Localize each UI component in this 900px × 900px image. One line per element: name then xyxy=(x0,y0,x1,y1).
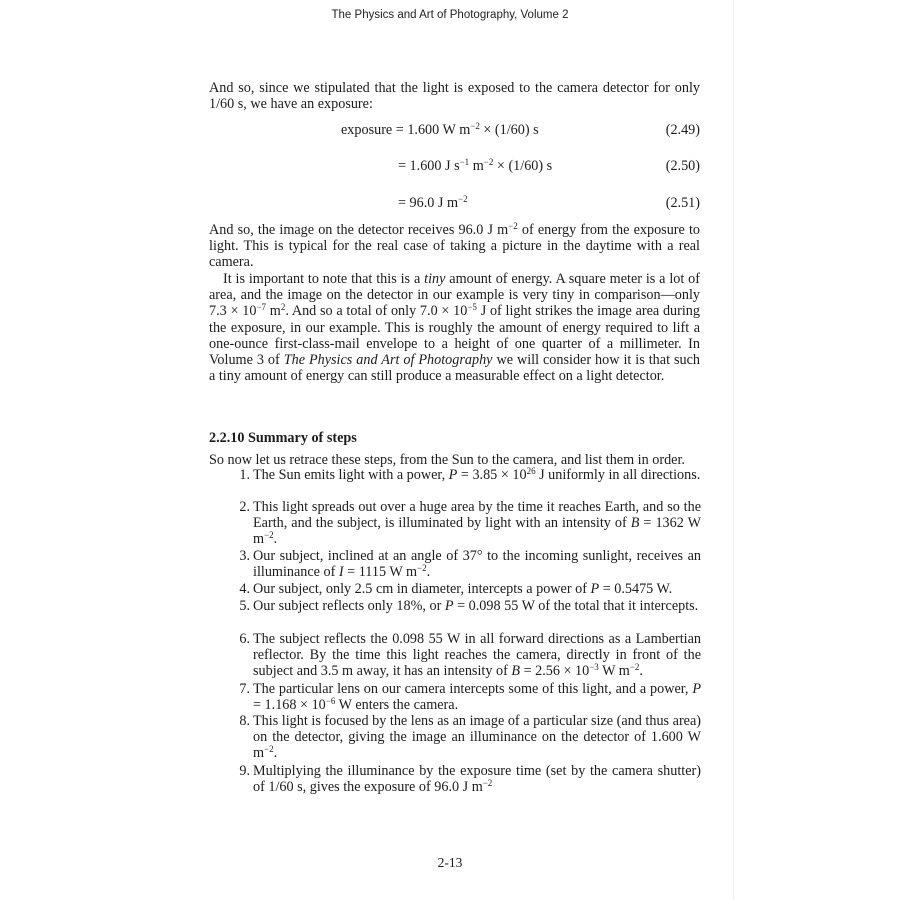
equation-lhs: exposure xyxy=(341,122,393,138)
list-item-number: 7. xyxy=(239,681,250,697)
section-heading: 2.2.10 Summary of steps xyxy=(209,430,357,446)
equation-2-49 xyxy=(341,122,539,139)
section-intro: So now let us retrace these steps, from the Sun to the camera, and list them in order. xyxy=(209,452,685,468)
list-item-number: 6. xyxy=(239,631,250,647)
list-item-text: The Sun emits light with a power, $P = 3.85 \times 10^{26}$ J uniformly in all directions. xyxy=(253,466,701,483)
paragraph-2: And so, the image on the detector receives 96.0 J $m^{-2}$ of energy from the exposure to light. This is typical for the real case of taking a picture in the daytime with a real camera. xyxy=(209,221,701,271)
equation-rhs: = 1.600 W $m^{-2} \times (1/60)$ s xyxy=(395,121,539,138)
paragraph-3: It is important to note that this is a tiny amount of energy. A square meter is a lot of area, and the image on the detector in our example is very tiny in comparison—only $7.3 \times 10^{-7}$ $m^2$. And so a total of only $7.0 \times 10^{-5}$ J of light strikes the image area during the exposure, in our example. This is roughly the amount of energy required to lift a one-ounce first-class-mail envelope to a height of one quarter of a millimeter. In Volume 3 of The Physics and Art of Photography we will consider how it is that such a tiny amount of energy can still produce a measurable effect on a light detector. xyxy=(209,271,700,385)
list-item-number: 9. xyxy=(239,763,250,779)
list-item-text: Multiplying the illuminance by the exposure time (set by the camera shutter) of 1/60 s, gives the exposure of 96.0 J $m^{-2}$ xyxy=(253,763,701,795)
running-head: The Physics and Art of Photography, Volume 2 xyxy=(331,9,569,21)
list-item-number: 3. xyxy=(239,548,250,564)
list-item-text: The subject reflects the 0.098 55 W in all forward directions as a Lambertian reflector. By the time this light reaches the camera, directly in front of the subject and 3.5 m away, it has an intensity of $B = 2.56 \times 10^{-3}$ W $m^{-2}$. xyxy=(253,631,701,679)
page-number: 2-13 xyxy=(437,855,463,870)
list-item-text: This light spreads out over a huge area by the time it reaches Earth, and so the Earth, and the subject, is illuminated by light with an intensity of B = 1362 W $m^{-2}$. xyxy=(253,499,701,547)
equation-2-50 xyxy=(398,158,552,175)
list-item-text: Our subject, only 2.5 cm in diameter, intercepts a power of P = 0.5475 W. xyxy=(253,581,673,597)
list-item-number: 2. xyxy=(239,499,250,515)
equation-number: (2.50) xyxy=(665,158,700,174)
list-item-number: 5. xyxy=(239,598,250,614)
list-item-number: 8. xyxy=(239,713,250,729)
list-item-number: 4. xyxy=(239,581,250,597)
paragraph-1: And so, since we stipulated that the light is exposed to the camera detector for only 1/60 s, we have an exposure: xyxy=(209,80,700,113)
equation-2-51 xyxy=(398,195,468,212)
equation-rhs: = 96.0 J $m^{-2}$ xyxy=(398,194,468,211)
list-item-number: 1. xyxy=(239,467,250,483)
list-item-text: Our subject, inclined at an angle of 37° to the incoming sunlight, receives an illuminance of I = 1115 W $m^{-2}$. xyxy=(253,548,701,580)
equation-number: (2.49) xyxy=(665,122,700,138)
list-item-text: The particular lens on our camera intercepts some of this light, and a power, $P = 1.168 \times 10^{-6}$ W enters the camera. xyxy=(253,681,701,713)
list-item-text: This light is focused by the lens as an image of a particular size (and thus area) on the detector, giving the image an illuminance on the detector of 1.600 W $m^{-2}$. xyxy=(253,713,701,761)
page-edge-divider xyxy=(733,0,734,900)
equation-rhs: = 1.600 J $s^{-1}$ $m^{-2} \times (1/60)$ s xyxy=(398,157,553,174)
equation-number: (2.51) xyxy=(665,195,700,211)
list-item-text: Our subject reflects only 18%, or P = 0.098 55 W of the total that it intercepts. xyxy=(253,598,699,614)
